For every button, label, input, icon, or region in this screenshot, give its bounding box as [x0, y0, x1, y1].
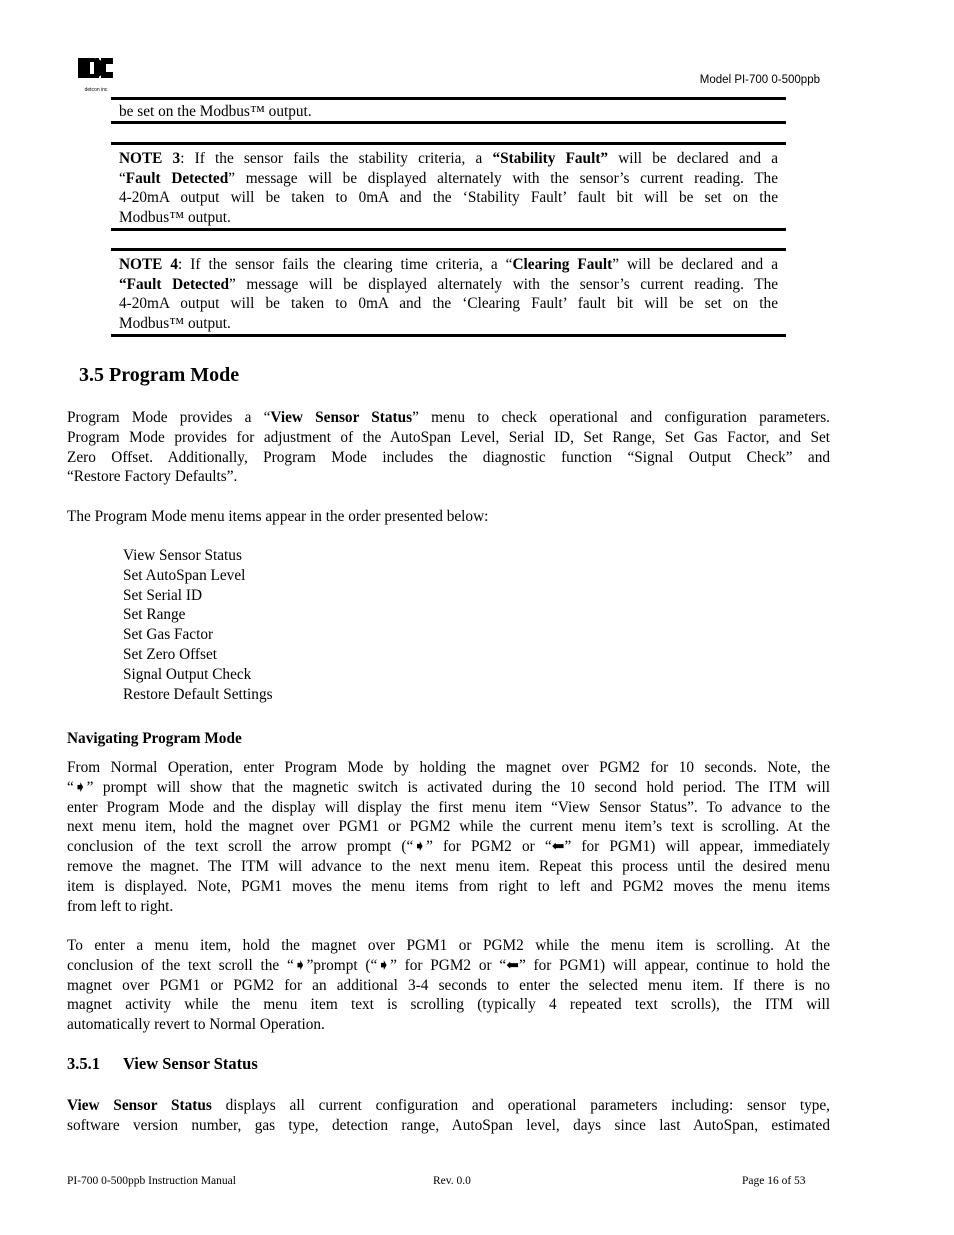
menu-item-list	[123, 546, 273, 704]
note-3-box	[111, 142, 786, 231]
note-4-text: NOTE 4: If the sensor fails the clearing time criteria, a “Clearing Fault” will be declared and a “Fault Detected” message will be displayed alternately with the sensor’s current reading. The 4-20mA output will be taken to 0mA and the ‘Clearing Fault’ fault bit will be set on the Modbus™ output.	[119, 256, 779, 333]
intro-paragraph: Program Mode provides a “View Sensor Status” menu to check operational and configuration parameters. Program Mode provides for adjustment of the AutoSpan Level, Serial ID, Set Range, Set Gas Factor, and Set Zero Offset. Additionally, Program Mode includes the diagnostic function “Signal Output Check” and “Restore Factory Defaults”.	[67, 409, 831, 486]
list-item: Set AutoSpan Level	[123, 566, 246, 584]
nav-heading: Navigating Program Mode	[67, 730, 242, 747]
nav-paragraph-2: To enter a menu item, hold the magnet over PGM1 or PGM2 while the menu item is scrolling. At the conclusion of the text scroll the “➧”prompt (“➧” for PGM2 or “⬅” for PGM1) will appear, continue to hold the magnet over PGM1 or PGM2 for an additional 3-4 seconds to enter the selected menu item. If there is no magnet activity while the menu item text is scrolling (typically 4 repeated text scrolls), the ITM will automatically revert to Normal Operation.	[67, 937, 830, 1034]
subsection-number: 3.5.1	[67, 1054, 100, 1073]
order-paragraph: The Program Mode menu items appear in the order presented below:	[67, 508, 489, 525]
note-4-label: NOTE 4	[119, 256, 179, 273]
list-item: View Sensor Status	[123, 547, 242, 564]
footer-page-number: Page 16 of 53	[742, 1175, 806, 1187]
list-item: Set Zero Offset	[123, 645, 218, 663]
detcon-logo-icon	[77, 56, 115, 88]
footer-manual-title: PI-700 0-500ppb Instruction Manual	[67, 1175, 236, 1187]
list-item: Restore Default Settings	[123, 685, 273, 703]
note-4-box	[111, 248, 786, 337]
company-logo	[77, 56, 115, 93]
list-item: Set Serial ID	[123, 586, 203, 604]
nav-paragraph-1: From Normal Operation, enter Program Mode by holding the magnet over PGM2 for 10 seconds. Note, the “➧” prompt will show that the magnetic switch is activated during the 10 second hold period. The ITM will enter Program Mode and the display will display the first menu item “View Sensor Status”. To advance to the next menu item, hold the magnet over PGM1 or PGM2 while the current menu item’s text is scrolling. At the conclusion of the text scroll the arrow prompt (“➧” for PGM2 or “⬅” for PGM1) will appear, immediately remove the magnet. The ITM will advance to the next menu item. Repeat this process until the desired menu item is displayed. Note, PGM1 moves the menu items from right to left and PGM2 moves the menu items from left to right.	[67, 759, 830, 915]
note-box-continued	[111, 97, 786, 124]
model-label: Model PI-700 0-500ppb	[699, 74, 820, 86]
view-sensor-status-paragraph: View Sensor Status displays all current configuration and operational parameters including: sensor type, software version number, gas type, detection range, AutoSpan level, days since last AutoSpan, estimated	[67, 1097, 830, 1134]
list-item: Set Gas Factor	[123, 626, 214, 644]
section-heading: 3.5 Program Mode	[79, 364, 240, 386]
note-3-label: NOTE 3	[119, 150, 181, 167]
note-continued-text: be set on the Modbus™ output.	[119, 103, 312, 120]
subsection-heading	[67, 1054, 258, 1074]
list-item: Signal Output Check	[123, 665, 252, 683]
footer-revision: Rev. 0.0	[433, 1175, 471, 1187]
logo-text: detcon inc	[84, 87, 108, 93]
list-item: Set Range	[123, 606, 186, 624]
note-3-text: NOTE 3: If the sensor fails the stability criteria, a “Stability Fault” will be declared and a “Fault Detected” message will be displayed alternately with the sensor’s current reading. The 4-20mA output will be taken to 0mA and the ‘Stability Fault’ fault bit will be set on the Modbus™ output.	[119, 150, 778, 227]
subsection-title: View Sensor Status	[123, 1054, 258, 1073]
